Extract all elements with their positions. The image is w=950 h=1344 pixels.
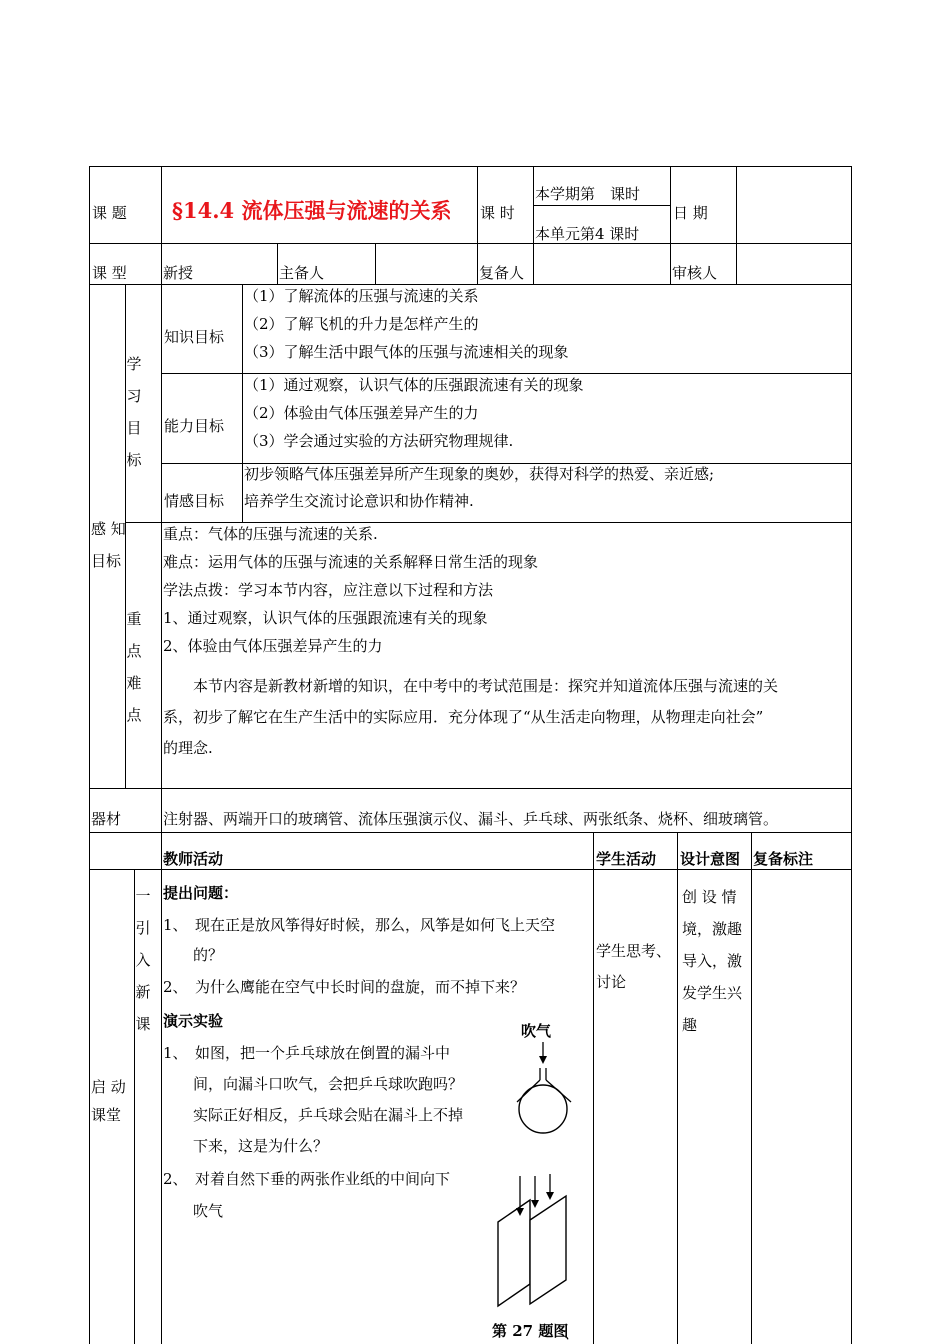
key-paragraph-line: 的理念. xyxy=(163,739,213,757)
key-point-char: 点 xyxy=(126,642,142,660)
key-paragraph-line: 本节内容是新教材新增的知识，在中考中的考试范围是：探究并知道流体压强与流速的关 xyxy=(163,677,779,695)
experiment-1-line: 间，向漏斗口吹气，会把乒乓球吹跑吗？ xyxy=(193,1075,464,1093)
intro-char: 新 xyxy=(135,983,151,1001)
learn-goal-char: 学 xyxy=(126,355,142,373)
table-border-left xyxy=(89,166,90,1344)
experiment-2-line1: 2、 对着自然下垂的两张作业纸的中间向下 xyxy=(163,1170,451,1188)
intro-char: 引 xyxy=(135,919,151,937)
experiment-1-line: 下来，这是为什么？ xyxy=(193,1137,329,1155)
hline xyxy=(89,869,852,870)
design-intent-header: 设计意图 xyxy=(680,850,741,868)
key-point-char: 难 xyxy=(126,674,142,692)
hline xyxy=(161,373,852,374)
learn-goal-char: 目 xyxy=(126,419,142,437)
vline xyxy=(161,166,162,284)
question-1-line1: 1、 现在正是放风筝得好时候，那么，风筝是如何飞上天空 xyxy=(163,916,556,934)
design-intent-line: 趣 xyxy=(682,1016,698,1034)
teacher-activity-header: 教师活动 xyxy=(163,850,224,868)
perception-goal-label-1: 感 知 xyxy=(91,520,126,538)
paper-sheets-figure xyxy=(490,1172,585,1310)
knowledge-item: （2）了解飞机的升力是怎样产生的 xyxy=(244,315,479,333)
start-class-label-2: 课堂 xyxy=(91,1106,122,1124)
key-paragraph-line: 系，初步了解它在生产生活中的实际应用．充分体现了“从生活走向物理，从物理走向社会” xyxy=(163,708,764,726)
key-line: 难点：运用气体的压强与流速的关系解释日常生活的现象 xyxy=(163,553,539,571)
question-1-line2: 的？ xyxy=(193,946,224,964)
hline xyxy=(89,243,852,244)
design-intent-line: 创 设 情 xyxy=(682,888,737,906)
period-label: 课 时 xyxy=(480,204,515,222)
topic-title: §14.4 流体压强与流速的关系 xyxy=(172,198,452,223)
key-line: 学法点拨：学习本节内容，应注意以下过程和方法 xyxy=(163,581,494,599)
hline xyxy=(89,788,852,789)
ability-goal-label: 能力目标 xyxy=(164,417,225,435)
ability-item: （1）通过观察，认识气体的压强跟流速有关的现象 xyxy=(244,376,584,394)
vline xyxy=(533,166,534,284)
vline xyxy=(751,832,752,1344)
knowledge-item: （1）了解流体的压强与流速的关系 xyxy=(244,287,479,305)
vline xyxy=(242,284,243,523)
learn-goal-char: 习 xyxy=(126,387,142,405)
design-intent-line: 境，激趣 xyxy=(682,920,743,938)
vline xyxy=(670,166,671,284)
vline xyxy=(161,284,162,789)
design-intent-line: 发学生兴 xyxy=(682,984,743,1002)
date-label: 日 期 xyxy=(673,204,708,222)
table-border-right xyxy=(851,166,852,1344)
section-demo-experiment: 演示实验 xyxy=(163,1012,224,1030)
key-line: 重点：气体的压强与流速的关系. xyxy=(163,525,378,543)
vline xyxy=(593,832,594,1344)
vline xyxy=(736,166,737,284)
emotion-goal-label: 情感目标 xyxy=(164,492,225,510)
vline xyxy=(677,832,678,1344)
hline xyxy=(89,284,852,285)
design-intent-line: 导入，激 xyxy=(682,952,743,970)
type-label: 课 型 xyxy=(92,264,127,282)
review-label: 复备人 xyxy=(479,264,525,282)
lead-label: 主备人 xyxy=(279,264,325,282)
vline xyxy=(161,832,162,1344)
perception-goal-label-2: 目标 xyxy=(91,552,122,570)
section-raise-question: 提出问题： xyxy=(163,884,239,902)
knowledge-item: （3）了解生活中跟气体的压强与流速相关的现象 xyxy=(244,343,569,361)
question-2: 2、 为什么鹰能在空气中长时间的盘旋，而不掉下来？ xyxy=(163,978,526,996)
audit-label: 审核人 xyxy=(672,264,718,282)
hline xyxy=(161,463,852,464)
intro-char: 一 xyxy=(135,887,151,905)
start-class-label-1: 启 动 xyxy=(91,1078,126,1096)
intro-char: 课 xyxy=(135,1015,151,1033)
period-line1: 本学期第 课时 xyxy=(535,185,641,203)
review-note-header: 复备标注 xyxy=(753,850,814,868)
funnel-ball-figure xyxy=(505,1040,585,1135)
intro-char: 入 xyxy=(135,951,151,969)
vline xyxy=(477,166,478,284)
key-point-char: 点 xyxy=(126,706,142,724)
figure-caption-mark: 、 xyxy=(564,1324,580,1342)
type-value: 新授 xyxy=(163,264,194,282)
hline xyxy=(89,832,852,833)
key-line: 1、通过观察，认识气体的压强跟流速有关的现象 xyxy=(163,609,488,627)
experiment-2-line2: 吹气 xyxy=(193,1202,224,1220)
period-line2: 本单元第4 课时 xyxy=(535,225,640,243)
learn-goal-char: 标 xyxy=(126,451,142,469)
experiment-1-line: 实际正好相反，乒乓球会贴在漏斗上不掉 xyxy=(193,1106,464,1124)
vline xyxy=(277,243,278,284)
key-line: 2、体验由气体压强差异产生的力 xyxy=(163,637,383,655)
knowledge-goal-label: 知识目标 xyxy=(164,328,225,346)
experiment-1-line: 1、 如图，把一个乒乓球放在倒置的漏斗中 xyxy=(163,1044,451,1062)
topic-label: 课 题 xyxy=(92,204,127,222)
hline xyxy=(533,205,670,206)
vline xyxy=(375,243,376,284)
ability-item: （3）学会通过实验的方法研究物理规律. xyxy=(244,432,514,450)
ability-item: （2）体验由气体压强差异产生的力 xyxy=(244,404,479,422)
student-activity-line: 学生思考、 xyxy=(596,942,672,960)
emotion-item: 初步领略气体压强差异所产生现象的奥妙，获得对科学的热爱、亲近感; xyxy=(244,465,715,483)
emotion-item: 培养学生交流讨论意识和协作精神. xyxy=(244,492,474,510)
hline xyxy=(89,166,852,167)
student-activity-line: 讨论 xyxy=(596,973,627,991)
vline xyxy=(161,788,162,832)
figure-caption: 第 27 题图 xyxy=(492,1322,569,1340)
equipment-value: 注射器、两端开口的玻璃管、流体压强演示仪、漏斗、乒乓球、两张纸条、烧杯、细玻璃管。 xyxy=(163,810,779,828)
hline xyxy=(125,522,852,523)
student-activity-header: 学生活动 xyxy=(596,850,657,868)
key-point-char: 重 xyxy=(126,610,142,628)
equipment-label: 器材 xyxy=(91,810,122,828)
figure-blow-label: 吹气 xyxy=(521,1022,552,1040)
